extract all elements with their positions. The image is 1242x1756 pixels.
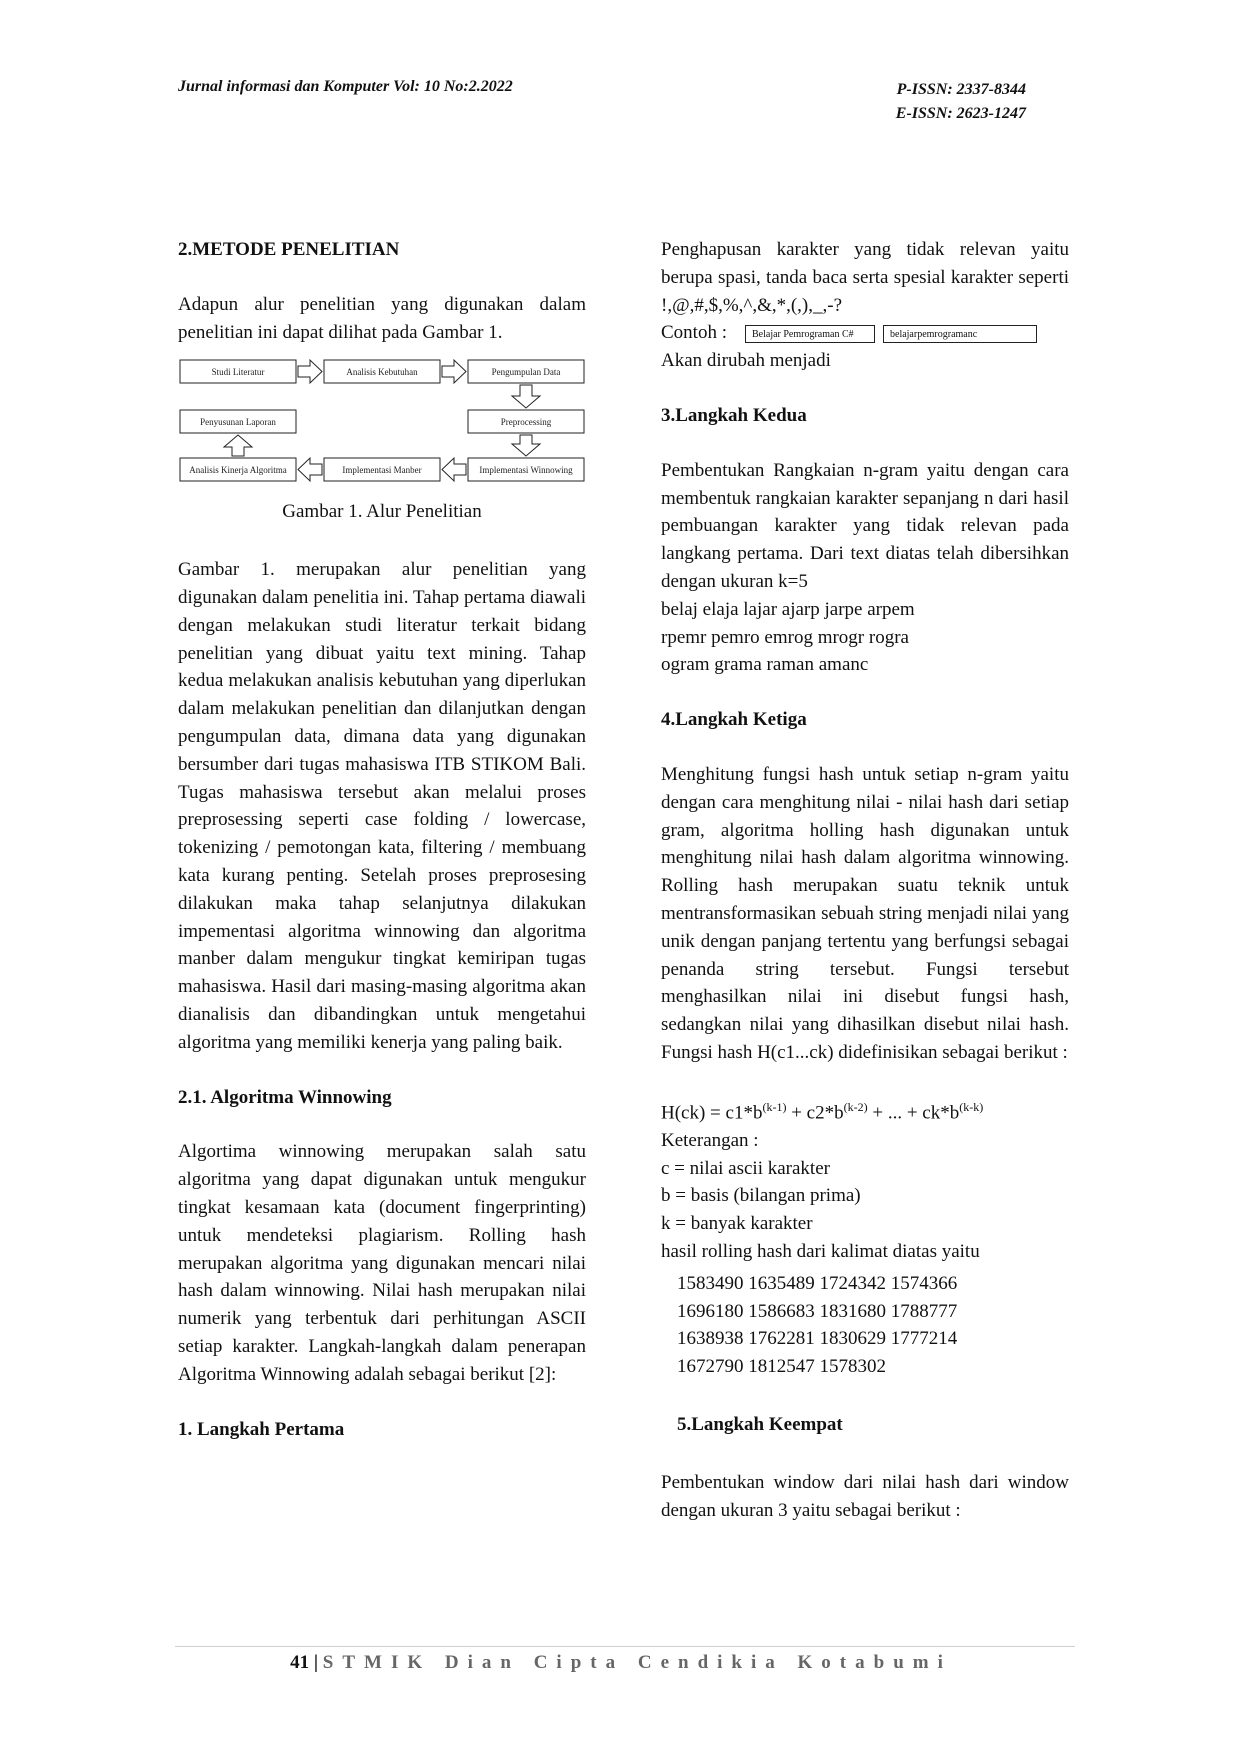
formula-part: + c2*b bbox=[786, 1102, 844, 1124]
arrow-down bbox=[512, 385, 540, 408]
footer-journal: STMIK Dian Cipta Cendikia Kotabumi bbox=[322, 1652, 952, 1673]
keterangan-line: hasil rolling hash dari kalimat diatas yaitu bbox=[661, 1241, 980, 1263]
example-before-box: Belajar Pemrograman C# bbox=[745, 325, 875, 343]
footer-rule bbox=[175, 1646, 1075, 1647]
formula-exponent: (k-2) bbox=[843, 1099, 868, 1114]
left-column bbox=[178, 236, 586, 1443]
label-analisis-kinerja: Analisis Kinerja Algoritma bbox=[189, 465, 287, 476]
journal-header: Jurnal informasi dan Komputer Vol: 10 No:2.2022 bbox=[178, 78, 513, 95]
step1-title: 1. Langkah Pertama bbox=[178, 1418, 345, 1440]
p-issn: P-ISSN: 2337-8344 bbox=[896, 81, 1026, 98]
hash-row: 1696180 1586683 1831680 1788777 bbox=[677, 1300, 958, 1322]
label-studi-literatur: Studi Literatur bbox=[211, 367, 265, 378]
flowchart-figure bbox=[178, 354, 586, 488]
label-penyusunan-laporan: Penyusunan Laporan bbox=[200, 417, 276, 428]
label-implementasi-winnowing: Implementasi Winnowing bbox=[479, 465, 573, 476]
ngram-line: belaj elaja lajar ajarp jarpe arpem bbox=[661, 598, 915, 620]
intro-paragraph: Adapun alur penelitian yang digunakan dalam penelitian ini dapat dilihat pada Gambar 1. bbox=[178, 293, 586, 343]
arrow-left-1 bbox=[442, 458, 466, 481]
page-footer bbox=[0, 1652, 1242, 1674]
step4-text: Pembentukan window dari nilai hash dari window dengan ukuran 3 yaitu sebagai berikut : bbox=[661, 1471, 1069, 1521]
label-analisis-kebutuhan: Analisis Kebutuhan bbox=[346, 367, 418, 378]
label-implementasi-manber: Implementasi Manber bbox=[342, 465, 422, 476]
formula-part: + ... + ck*b bbox=[867, 1102, 960, 1124]
hash-row: 1638938 1762281 1830629 1777214 bbox=[677, 1328, 958, 1350]
step4-title: 5.Langkah Keempat bbox=[677, 1414, 843, 1436]
flowchart-svg bbox=[178, 354, 586, 488]
footer-separator: | bbox=[313, 1652, 319, 1673]
paragraph-winnowing: Algortima winnowing merupakan salah satu algoritma yang dapat digunakan untuk mengukur tingkat kesamaan kata (document fingerprinting) untuk mendeteksi plagiarism. Rolling hash merupakan algoritma yang digunakan mencari nilai hash dalam winnowing. Nilai hash merupakan nilai numerik yang terbentuk dari perhitungan ASCII setiap karakter. Langkah-langkah dalam penerapan Algoritma Winnowing adalah sebagai berikut [2]: bbox=[178, 1141, 586, 1385]
keterangan-line: Keterangan : bbox=[661, 1129, 759, 1151]
right-column bbox=[661, 236, 1069, 1524]
hash-row: 1583490 1635489 1724342 1574366 bbox=[677, 1272, 958, 1294]
label-pengumpulan-data: Pengumpulan Data bbox=[491, 367, 561, 378]
ngram-line: ogram grama raman amanc bbox=[661, 654, 869, 676]
e-issn: E-ISSN: 2623-1247 bbox=[895, 105, 1026, 122]
label-preprocessing: Preprocessing bbox=[500, 417, 552, 428]
step2-text: Pembentukan Rangkaian n-gram yaitu dengan cara membentuk rangkaian karakter sepanjang n dari hasil pembuangan karakter yang tidak relevan pada langkang pertama. Dari text diatas telah dibersihkan dengan ukuran k=5 bbox=[661, 459, 1069, 592]
formula-exponent: (k-k) bbox=[959, 1099, 984, 1114]
keterangan-line: c = nilai ascii karakter bbox=[661, 1157, 830, 1179]
arrow-up bbox=[224, 435, 252, 456]
keterangan-line: k = banyak karakter bbox=[661, 1213, 813, 1235]
arrow-right-2 bbox=[442, 360, 466, 383]
hash-row: 1672790 1812547 1578302 bbox=[677, 1356, 886, 1378]
example-row bbox=[661, 319, 1069, 347]
arrow-left-2 bbox=[298, 458, 322, 481]
figure-caption: Gambar 1. Alur Penelitian bbox=[282, 501, 482, 523]
hash-formula bbox=[661, 1094, 1069, 1127]
section-title: 2.METODE PENELITIAN bbox=[178, 239, 400, 260]
akan-dirubah: Akan dirubah menjadi bbox=[661, 350, 831, 372]
step3-text: Menghitung fungsi hash untuk setiap n-gram yaitu dengan cara menghitung nilai - nilai hash dari setiap gram, algoritma holling hash digunakan untuk menghitung nilai hash dalam algoritma winnowing. Rolling hash merupakan suatu teknik untuk mentransformasikan sebuah string menjadi nilai yang unik dengan panjang tertentu yang berfungsi sebagai penanda string tersebut. Fungsi tersebut menghasilkan nilai ini disebut fungsi hash, sedangkan nilai yang dihasilkan disebut nilai hash. Fungsi hash H(c1...ck) didefinisikan sebagai berikut : bbox=[661, 763, 1069, 1063]
ngram-line: rpemr pemro emrog mrogr rogra bbox=[661, 626, 909, 648]
contoh-label: Contoh : bbox=[661, 322, 727, 344]
step1-text: Penghapusan karakter yang tidak relevan yaitu berupa spasi, tanda baca serta spesial karakter seperti !,@,#,$,%,^,&,*,(,),_,-? bbox=[661, 239, 1069, 316]
page-number: 41 bbox=[290, 1652, 310, 1673]
formula-exponent: (k-1) bbox=[762, 1099, 787, 1114]
formula-part: H(ck) = c1*b bbox=[661, 1102, 763, 1124]
keterangan-line: b = basis (bilangan prima) bbox=[661, 1185, 861, 1207]
step3-title: 4.Langkah Ketiga bbox=[661, 709, 807, 731]
subsection-title: 2.1. Algoritma Winnowing bbox=[178, 1086, 392, 1108]
step2-title: 3.Langkah Kedua bbox=[661, 404, 807, 426]
arrow-down-2 bbox=[512, 435, 540, 456]
arrow-right-1 bbox=[298, 360, 322, 383]
issn-block bbox=[896, 78, 1026, 126]
example-after-box: belajarpemrogramanc bbox=[883, 325, 1037, 343]
paragraph-alur: Gambar 1. merupakan alur penelitian yang digunakan dalam penelitia ini. Tahap pertama diawali dengan melakukan studi literatur terkait bidang penelitian yang dibuat yaitu text mining. Tahap kedua melakukan analisis kebutuhan yang diperlukan dalam melakukan penelitian dan dilanjutkan dengan pengumpulan data, dimana data yang digunakan bersumber dari tugas mahasiswa ITB STIKOM Bali. Tugas mahasiswa tersebut akan melalui proses preprosessing seperti case folding / lowercase, tokenizing / pemotongan kata, filtering / membuang kata kurang penting. Setelah proses preprosesing dilakukan maka tahap selanjutnya dilakukan impementasi algoritma winnowing dan algoritma manber dalam mengukur tingkat kemiripan tugas mahasiswa. Hasil dari masing-masing algoritma akan dianalisis dan dibandingkan untuk mengetahui algoritma yang memiliki kenerja yang paling baik. bbox=[178, 559, 586, 1053]
